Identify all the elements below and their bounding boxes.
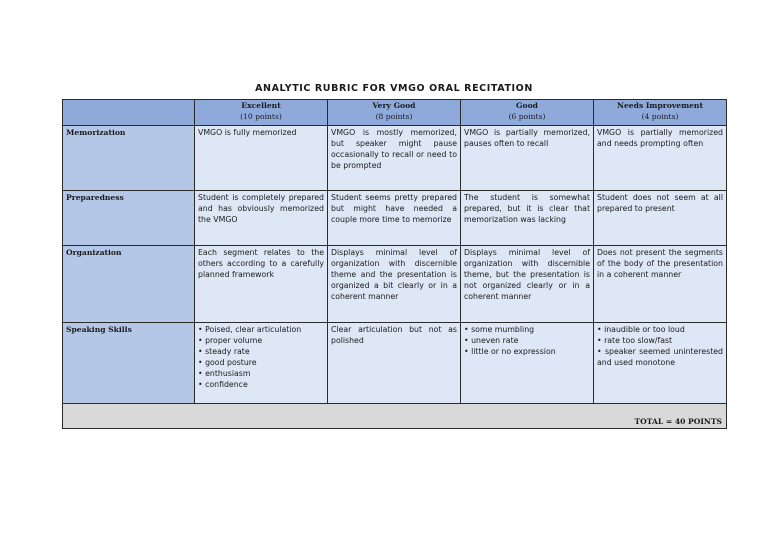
header-points: (6 points) [508,112,546,121]
header-name: Very Good [372,101,416,110]
cell-memorization-good: VMGO is partially memorized, pauses often to recall [461,126,594,191]
cell-memorization-very-good: VMGO is mostly memorized, but speaker might pause occasionally to recall or need to be prompted [328,126,461,191]
list-item: • steady rate [198,346,324,357]
criterion-memorization: Memorization [63,126,195,191]
list-item: • proper volume [198,335,324,346]
cell-preparedness-good: The student is somewhat prepared, but it is clear that memorization was lacking [461,191,594,246]
header-points: (10 points) [240,112,282,121]
list-item: • enthusiasm [198,368,324,379]
cell-preparedness-very-good: Student seems pretty prepared but might have needed a couple more time to memorize [328,191,461,246]
header-points: (8 points) [375,112,413,121]
bullet-list [198,324,324,391]
header-points: (4 points) [641,112,679,121]
list-item: • Poised, clear articulation [198,324,324,335]
cell-preparedness-needs-improvement: Student does not seem at all prepared to present [594,191,727,246]
list-item: • rate too slow/fast [597,335,723,346]
header-name: Needs Improvement [617,101,703,110]
criterion-preparedness: Preparedness [63,191,195,246]
row-preparedness [63,191,727,246]
row-memorization [63,126,727,191]
cell-speaking-needs-improvement [594,323,727,404]
header-excellent [195,100,328,126]
header-name: Good [516,101,538,110]
list-item: • inaudible or too loud [597,324,723,335]
bullet-list [597,324,723,368]
list-item: • confidence [198,379,324,390]
list-item: • uneven rate [464,335,590,346]
cell-speaking-excellent [195,323,328,404]
row-organization [63,246,727,323]
list-item: • speaker seemed uninterested and used monotone [597,346,723,368]
header-row [63,100,727,126]
cell-organization-needs-improvement: Does not present the segments of the body of the presentation in a coherent manner [594,246,727,323]
criterion-speaking-skills: Speaking Skills [63,323,195,404]
cell-memorization-excellent: VMGO is fully memorized [195,126,328,191]
list-item: • good posture [198,357,324,368]
list-item: • little or no expression [464,346,590,357]
rubric-title: ANALYTIC RUBRIC FOR VMGO ORAL RECITATION [255,83,533,94]
header-name: Excellent [241,101,281,110]
row-speaking-skills [63,323,727,404]
cell-organization-very-good: Displays minimal level of organization with discernible theme and the presentation is organized a bit clearly or in a coherent manner [328,246,461,323]
total-row [63,404,727,429]
cell-speaking-good [461,323,594,404]
rubric-table [62,99,727,429]
total-points: TOTAL = 40 POINTS [63,404,727,429]
cell-memorization-needs-improvement: VMGO is partially memorized and needs prompting often [594,126,727,191]
header-corner [63,100,195,126]
list-item: • some mumbling [464,324,590,335]
cell-preparedness-excellent: Student is completely prepared and has obviously memorized the VMGO [195,191,328,246]
cell-organization-good: Displays minimal level of organization with discernible theme, but the presentation is not organized clearly or in a coherent manner [461,246,594,323]
header-very-good [328,100,461,126]
bullet-list [464,324,590,357]
cell-speaking-very-good: Clear articulation but not as polished [328,323,461,404]
header-good [461,100,594,126]
header-needs-improvement [594,100,727,126]
criterion-organization: Organization [63,246,195,323]
cell-organization-excellent: Each segment relates to the others according to a carefully planned framework [195,246,328,323]
